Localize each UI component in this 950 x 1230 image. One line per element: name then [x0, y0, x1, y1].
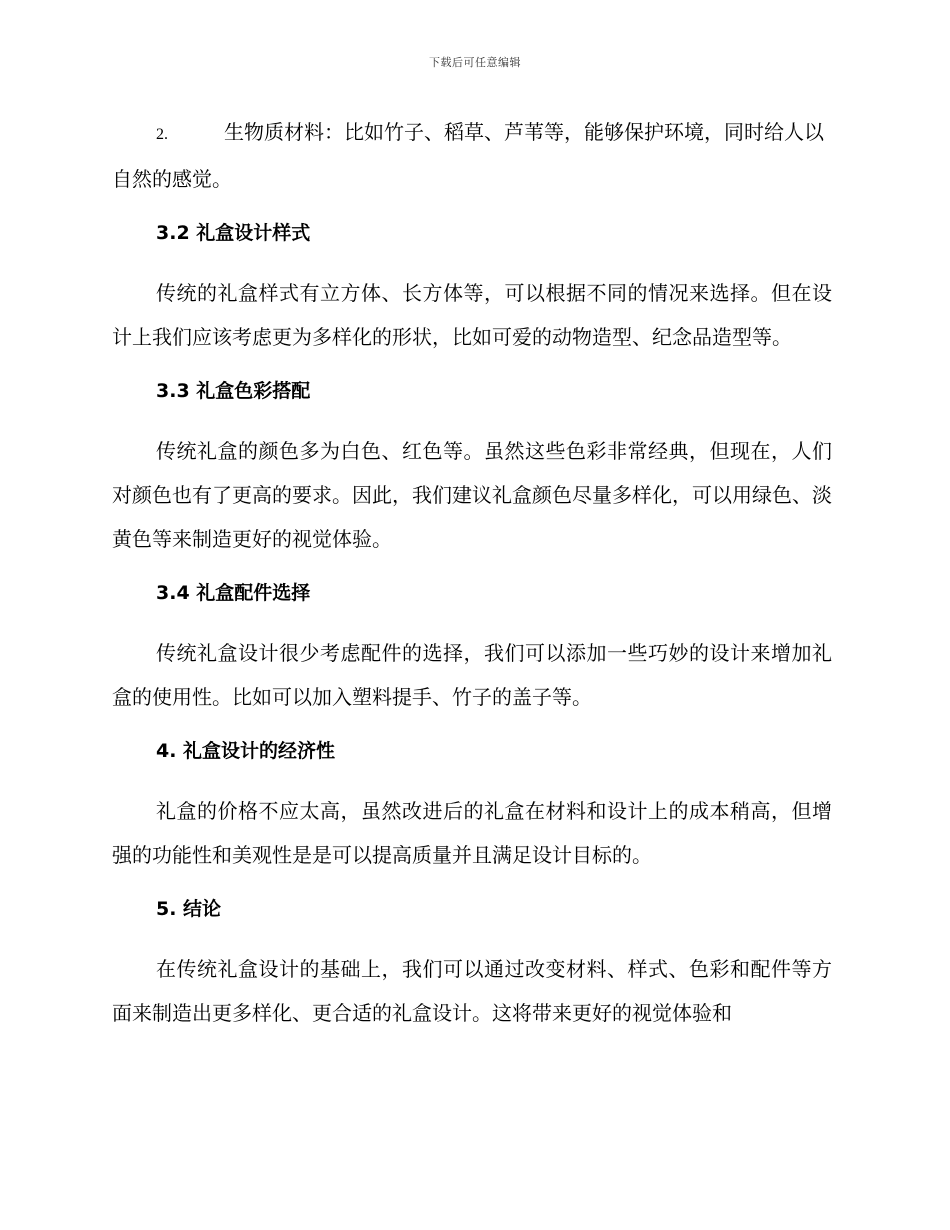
- paragraph-4: 礼盒的价格不应太高，虽然改进后的礼盒在材料和设计上的成本稍高，但增强的功能性和美观性是是可以提高质量并且满足设计目标的。: [112, 799, 832, 867]
- document-body: [112, 110, 832, 1045]
- heading-3-4: 3.4 礼盒配件选择: [156, 582, 311, 604]
- heading-3-2: 3.2 礼盒设计样式: [156, 222, 311, 244]
- paragraph-3-4: 传统礼盒设计很少考虑配件的选择，我们可以添加一些巧妙的设计来增加礼盒的使用性。比如可以加入塑料提手、竹子的盖子等。: [112, 641, 832, 709]
- heading-4: 4. 礼盒设计的经济性: [156, 740, 336, 762]
- paragraph-3-3: 传统礼盒的颜色多为白色、红色等。虽然这些色彩非常经典，但现在，人们对颜色也有了更高的要求。因此，我们建议礼盒颜色尽量多样化，可以用绿色、淡黄色等来制造更好的视觉体验。: [112, 439, 832, 551]
- list-item-text: 生物质材料：比如竹子、稻草、芦苇等，能够保护环境，同时给人以自然的感觉。: [112, 120, 824, 191]
- heading-5: 5. 结论: [156, 898, 222, 920]
- paragraph-5: 在传统礼盒设计的基础上，我们可以通过改变材料、样式、色彩和配件等方面来制造出更多样化、更合适的礼盒设计。这将带来更好的视觉体验和: [112, 957, 832, 1025]
- heading-3-3: 3.3 礼盒色彩搭配: [156, 380, 311, 402]
- page-header: 下载后可任意编辑: [429, 56, 521, 69]
- list-item-2: [112, 110, 832, 201]
- list-number: 2.: [156, 126, 168, 143]
- paragraph-3-2: 传统的礼盒样式有立方体、长方体等，可以根据不同的情况来选择。但在设计上我们应该考虑更为多样化的形状，比如可爱的动物造型、纪念品造型等。: [112, 281, 832, 349]
